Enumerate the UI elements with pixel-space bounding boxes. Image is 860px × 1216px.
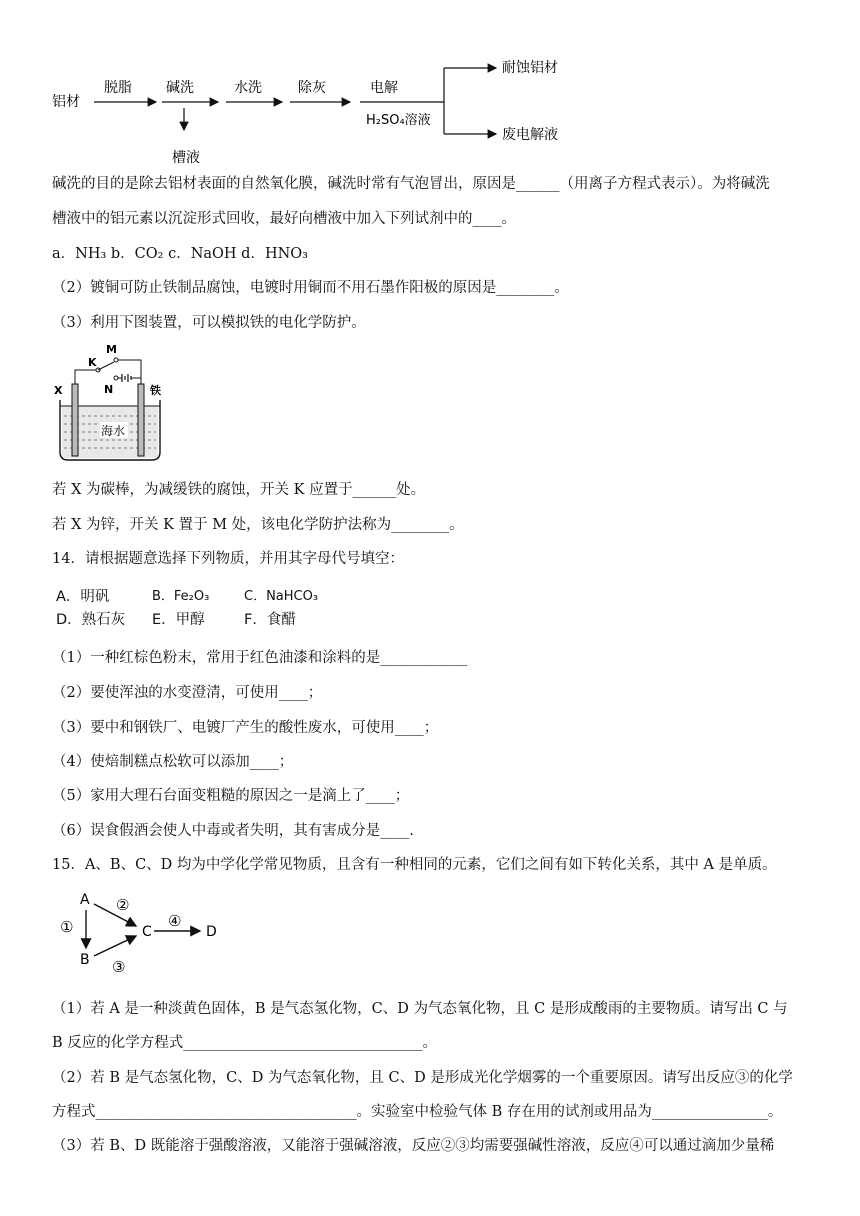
q14-question-5: （5）家用大理石台面变粗糙的原因之一是滴上了____； <box>52 788 410 804</box>
node-b: B <box>80 952 90 968</box>
q13-part-3a: 若 X 为碳棒，为减缓铁的腐蚀，开关 K 应置于______处。 <box>52 482 426 498</box>
q13-text-line-2: 槽液中的铝元素以沉淀形式回收，最好向槽液中加入下列试剂中的____。 <box>52 211 516 227</box>
q14-option-f: F．食醋 <box>244 612 296 628</box>
electrode-x <box>72 384 78 456</box>
conversion-diagram <box>54 886 234 976</box>
flow-branch-label: 槽液 <box>172 150 200 166</box>
q15-part-1b: B 反应的化学方程式_________________________________。 <box>52 1035 438 1051</box>
label-x: X <box>54 384 63 397</box>
node-a: A <box>80 892 90 908</box>
label-iron: 铁 <box>150 384 161 397</box>
flow-solution-label: H₂SO₄溶液 <box>366 113 431 128</box>
flow-step-1: 脱脂 <box>104 80 132 96</box>
label-k: K <box>88 356 97 369</box>
q14-option-a: A．明矾 <box>56 589 110 605</box>
reaction-4-label: ④ <box>168 912 182 930</box>
flow-output-top: 耐蚀铝材 <box>502 60 558 76</box>
switch-k <box>98 362 114 370</box>
electrode-iron <box>138 384 144 456</box>
flow-start-label: 铝材 <box>52 94 80 110</box>
q15-part-2a: （2）若 B 是气态氢化物，C、D 为气态氧化物，且 C、D 是形成光化学烟雾的一个重要原因。请写出反应③的化学 <box>52 1070 793 1086</box>
q14-question-1: （1）一种红棕色粉末，常用于红色油漆和涂料的是____________ <box>52 650 468 666</box>
q15-part-2b: 方程式____________________________________。实验室中检验气体 B 存在用的试剂或用品为________________。 <box>52 1104 783 1120</box>
flow-step-3: 水洗 <box>234 80 262 96</box>
electrochemical-protection-apparatus <box>52 344 172 464</box>
seawater-label: 海水 <box>101 424 126 438</box>
q13-text-line-1: 碱洗的目的是除去铝材表面的自然氧化膜，碱洗时常有气泡冒出，原因是______（用离子方程式表示）。为将碱洗 <box>52 176 770 192</box>
q14-question-4: （4）使焙制糕点松软可以添加____； <box>52 754 294 770</box>
reaction-3-label: ③ <box>112 958 126 976</box>
q15-part-1a: （1）若 A 是一种淡黄色固体，B 是气态氢化物，C、D 为气态氧化物，且 C 是形成酸雨的主要物质。请写出 C 与 <box>52 1001 788 1017</box>
label-n: N <box>104 383 114 396</box>
flow-output-bottom: 废电解液 <box>502 127 558 143</box>
process-flow-diagram <box>50 50 610 168</box>
q13-part-3b: 若 X 为锌，开关 K 置于 M 处，该电化学防护法称为________。 <box>52 517 464 533</box>
flow-step-5: 电解 <box>370 80 398 96</box>
q14-title: 14．请根据题意选择下列物质，并用其字母代号填空： <box>52 551 404 567</box>
q14-question-2: （2）要使浑浊的水变澄清，可使用____； <box>52 685 323 701</box>
node-c: C <box>142 924 152 940</box>
q14-question-3: （3）要中和钢铁厂、电镀厂产生的酸性废水，可使用____； <box>52 720 439 736</box>
reaction-1-label: ① <box>60 918 74 936</box>
q15-part-3a: （3）若 B、D 既能溶于强酸溶液，又能溶于强碱溶液，反应②③均需要强碱性溶液，反应④可以通过滴加少量稀 <box>52 1138 775 1154</box>
q13-part-2: （2）镀铜可防止铁制品腐蚀，电镀时用铜而不用石墨作阳极的原因是________。 <box>52 280 569 296</box>
reaction-2-label: ② <box>116 896 130 914</box>
q14-option-e: E．甲醇 <box>152 612 205 628</box>
arrow-a-c <box>94 904 136 926</box>
node-d: D <box>206 924 217 940</box>
q13-part-3: （3）利用下图装置，可以模拟铁的电化学防护。 <box>52 315 366 331</box>
flow-step-4: 除灰 <box>298 80 326 96</box>
q13-options: a．NH₃ b．CO₂ c．NaOH d．HNO₃ <box>52 246 308 262</box>
label-m: M <box>106 344 117 356</box>
q15-title: 15．A、B、C、D 均为中学化学常见物质，且含有一种相同的元素，它们之间有如下转化关系，其中 A 是单质。 <box>52 857 777 873</box>
q14-option-d: D．熟石灰 <box>56 612 126 628</box>
flow-step-2: 碱洗 <box>166 80 194 96</box>
arrow-b-c <box>94 936 136 956</box>
q14-option-b: B．Fe₂O₃ <box>152 589 210 604</box>
q14-question-6: （6）误食假酒会使人中毒或者失明，其有害成分是____. <box>52 823 414 839</box>
q14-option-c: C．NaHCO₃ <box>244 589 319 604</box>
